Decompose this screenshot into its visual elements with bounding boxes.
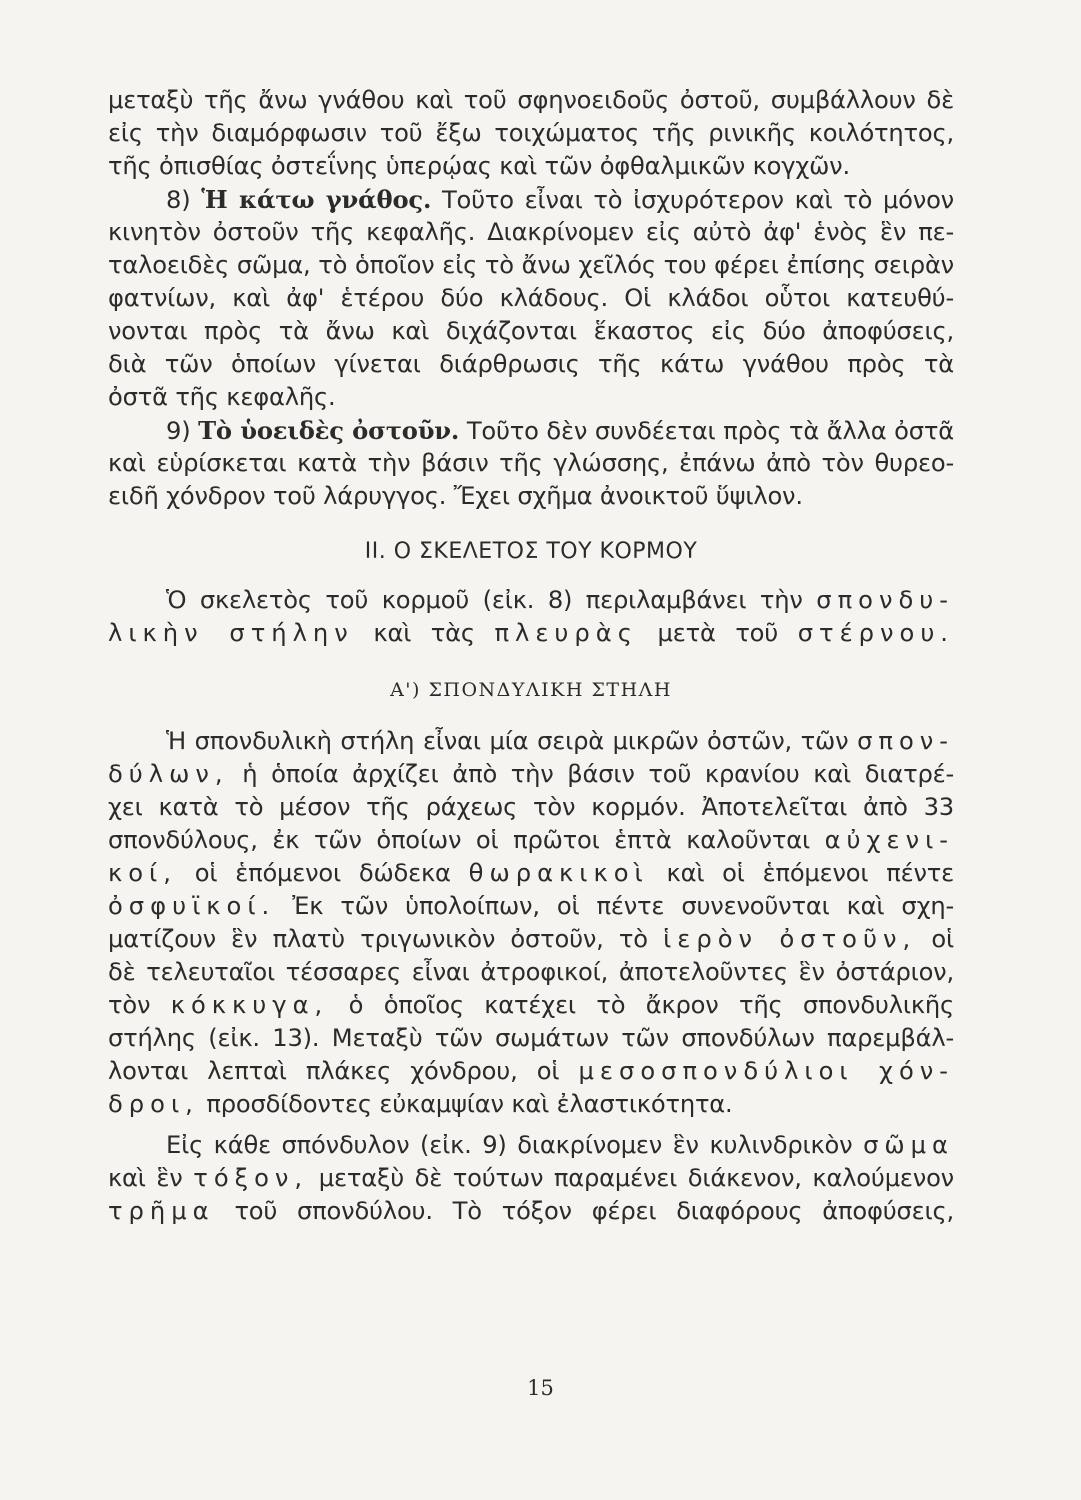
text-run: ὁ ὁποῖος κατέχει τὸ ἄκρον τῆς σπονδυλικῆς [348,991,955,1019]
text-line: φατνίων, καὶ ἀφ' ἑτέρου δύο κλάδους. Οἱ κλάδοι οὗτοι κατευθύ- [108,284,954,312]
paragraph-trunk-intro [108,584,954,650]
spaced-term: σπον- [857,727,954,755]
spaced-term: τρῆμα [108,1197,215,1225]
spaced-term: αὐχενι- [824,826,954,854]
text-line [108,1162,954,1195]
text-line [108,1195,954,1228]
item-number: 9) [166,417,191,445]
text-line: ειδῆ χόνδρον τοῦ λάρυγγος. Ἔχει σχῆμα ἀνοικτοῦ ὕψιλον. [108,482,803,510]
text-run: τοῦ σπονδύλου. Τὸ τόξον φέρει διαφόρους ἀποφύσεις, [234,1197,954,1225]
page-number: 15 [527,1376,554,1400]
paragraph-item-8 [108,183,954,414]
paragraph-opening [108,84,954,183]
text-line [108,414,954,447]
spaced-term: δροι, [108,1090,199,1118]
text-line: χει κατὰ τὸ μέσον τῆς ράχεως τὸν κορμόν. Ἀποτελεῖται ἀπὸ 33 [108,793,954,821]
spaced-term: δύλων, [108,760,229,788]
spaced-term: ἱερὸν ὀστοῦν, [663,925,917,953]
text-line: μεταξὺ τῆς ἄνω γνάθου καὶ τοῦ σφηνοειδοῦς ὀστοῦ, συμβάλλουν δὲ [108,86,954,114]
text-run: μετὰ τοῦ [657,619,779,647]
text-run: καὶ τὰς [373,619,475,647]
item-title: Τὸ ὑοειδὲς ὀστοῦν. [198,416,460,445]
text-line: στήλης (εἰκ. 13). Μεταξὺ τῶν σωμάτων τῶν σπονδύλων παρεμβάλ- [108,1024,954,1052]
text-run: Ἐκ τῶν ὑπολοίπων, οἱ πέντε συνενοῦνται καὶ σχη- [292,892,954,920]
text-line [108,857,954,890]
text-line [108,617,954,650]
spaced-term: μεσοσπονδύλιοι χόν- [578,1057,954,1085]
subsection-heading: Α') ΣΠΟΝΔΥΛΙΚΗ ΣΤΗΛΗ [390,679,672,701]
spaced-term: τόξον, [193,1164,309,1192]
text-run: καὶ οἱ ἑπόμενοι πέντε [666,859,955,887]
text-line [108,1088,954,1121]
text-line: εἰς τὴν διαμόρφωσιν τοῦ ἔξω τοιχώματος τῆς ρινικῆς κοιλότητος, [108,119,954,147]
text-run: οἱ ἑπόμενοι δώδεκα [194,859,451,887]
text-line [108,758,954,791]
text-run: σπονδύλους, ἐκ τῶν ὁποίων οἱ πρῶτοι ἑπτὰ καλοῦνται [108,826,810,854]
spaced-term: στέρνου. [797,619,954,647]
spaced-term: θωρακικοὶ [468,859,649,887]
text-line [108,584,954,617]
spaced-term: ὀσφυϊκοί. [108,892,276,920]
spaced-term: λικὴν στήλην [108,619,354,647]
text-run: ματίζουν ἓν πλατὺ τριγωνικὸν ὀστοῦν, τὸ [108,925,648,953]
text-line [108,183,954,216]
text-line [108,989,954,1022]
text-run: λονται λεπταὶ πλάκες χόνδρου, οἱ [108,1057,560,1085]
text-run: Ἡ σπονδυλικὴ στήλη εἶναι μία σειρὰ μικρῶν ὀστῶν, τῶν [166,727,849,755]
spaced-term: σῶμα [863,1131,954,1159]
spaced-term: πλευρὰς [494,619,638,647]
text-run: Εἰς κάθε σπόνδυλον (εἰκ. 9) διακρίνομεν ἓν κυλινδρικὸν [166,1131,853,1159]
item-title: Ἡ κάτω γνάθος. [201,185,432,214]
text-line [108,1055,954,1088]
text-line: ταλοειδὲς σῶμα, τὸ ὁποῖον εἰς τὸ ἄνω χεῖλός του φέρει ἐπίσης σειρὰν [108,251,954,279]
book-page [108,84,954,1228]
text-run: Τοῦτο εἶναι τὸ ἰσχυρότερον καὶ τὸ μόνον [441,186,954,214]
text-line: νονται πρὸς τὰ ἄνω καὶ διχάζονται ἕκαστος εἰς δύο ἀποφύσεις, [108,317,954,345]
text-run: μεταξὺ δὲ τούτων παραμένει διάκενον, καλούμενον [318,1164,954,1192]
text-line: ὀστᾶ τῆς κεφαλῆς. [108,383,336,411]
paragraph-item-9 [108,414,954,513]
text-line: διὰ τῶν ὁποίων γίνεται διάρθρωσις τῆς κάτω γνάθου πρὸς τὰ [108,350,954,378]
text-line [108,923,954,956]
text-line [108,725,954,758]
paragraph-vertebra [108,1129,954,1228]
text-run: τὸν [108,991,151,1019]
section-heading: ΙΙ. Ο ΣΚΕΛΕΤΟΣ ΤΟΥ ΚΟΡΜΟΥ [364,539,698,564]
text-run: Τοῦτο δὲν συνδέεται πρὸς τὰ ἄλλα ὀστᾶ [466,417,955,445]
text-run: Ὁ σκελετὸς τοῦ κορμοῦ (εἰκ. 8) περιλαμβάνει τὴν [166,586,803,614]
text-line: δὲ τελευταῖοι τέσσαρες εἶναι ἀτροφικοί, ἀποτελοῦντες ἓν ὀστάριον, [108,958,954,986]
paragraph-spine [108,725,954,1121]
spaced-term: κοί, [108,859,177,887]
text-line [108,824,954,857]
text-line: τῆς ὀπισθίας ὀστεΐνης ὑπερῴας καὶ τῶν ὀφθαλμικῶν κογχῶν. [108,152,850,180]
text-line: καὶ εὑρίσκεται κατὰ τὴν βάσιν τῆς γλώσσης, ἐπάνω ἀπὸ τὸν θυρεο- [108,449,954,477]
item-number: 8) [166,186,191,214]
text-run: ἡ ὁποία ἀρχίζει ἀπὸ τὴν βάσιν τοῦ κρανίου καὶ διατρέ- [242,760,954,788]
spaced-term: σπονδυ- [816,586,954,614]
text-line: κινητὸν ὀστοῦν τῆς κεφαλῆς. Διακρίνομεν εἰς αὐτὸ ἀφ' ἑνὸς ἓν πε- [108,218,954,246]
text-run: προσδίδοντες εὐκαμψίαν καὶ ἐλαστικότητα. [206,1090,733,1118]
text-line [108,1129,954,1162]
text-run: καὶ ἓν [108,1164,183,1192]
text-run: οἱ [931,925,954,953]
spaced-term: κόκκυγα, [170,991,329,1019]
text-line [108,890,954,923]
